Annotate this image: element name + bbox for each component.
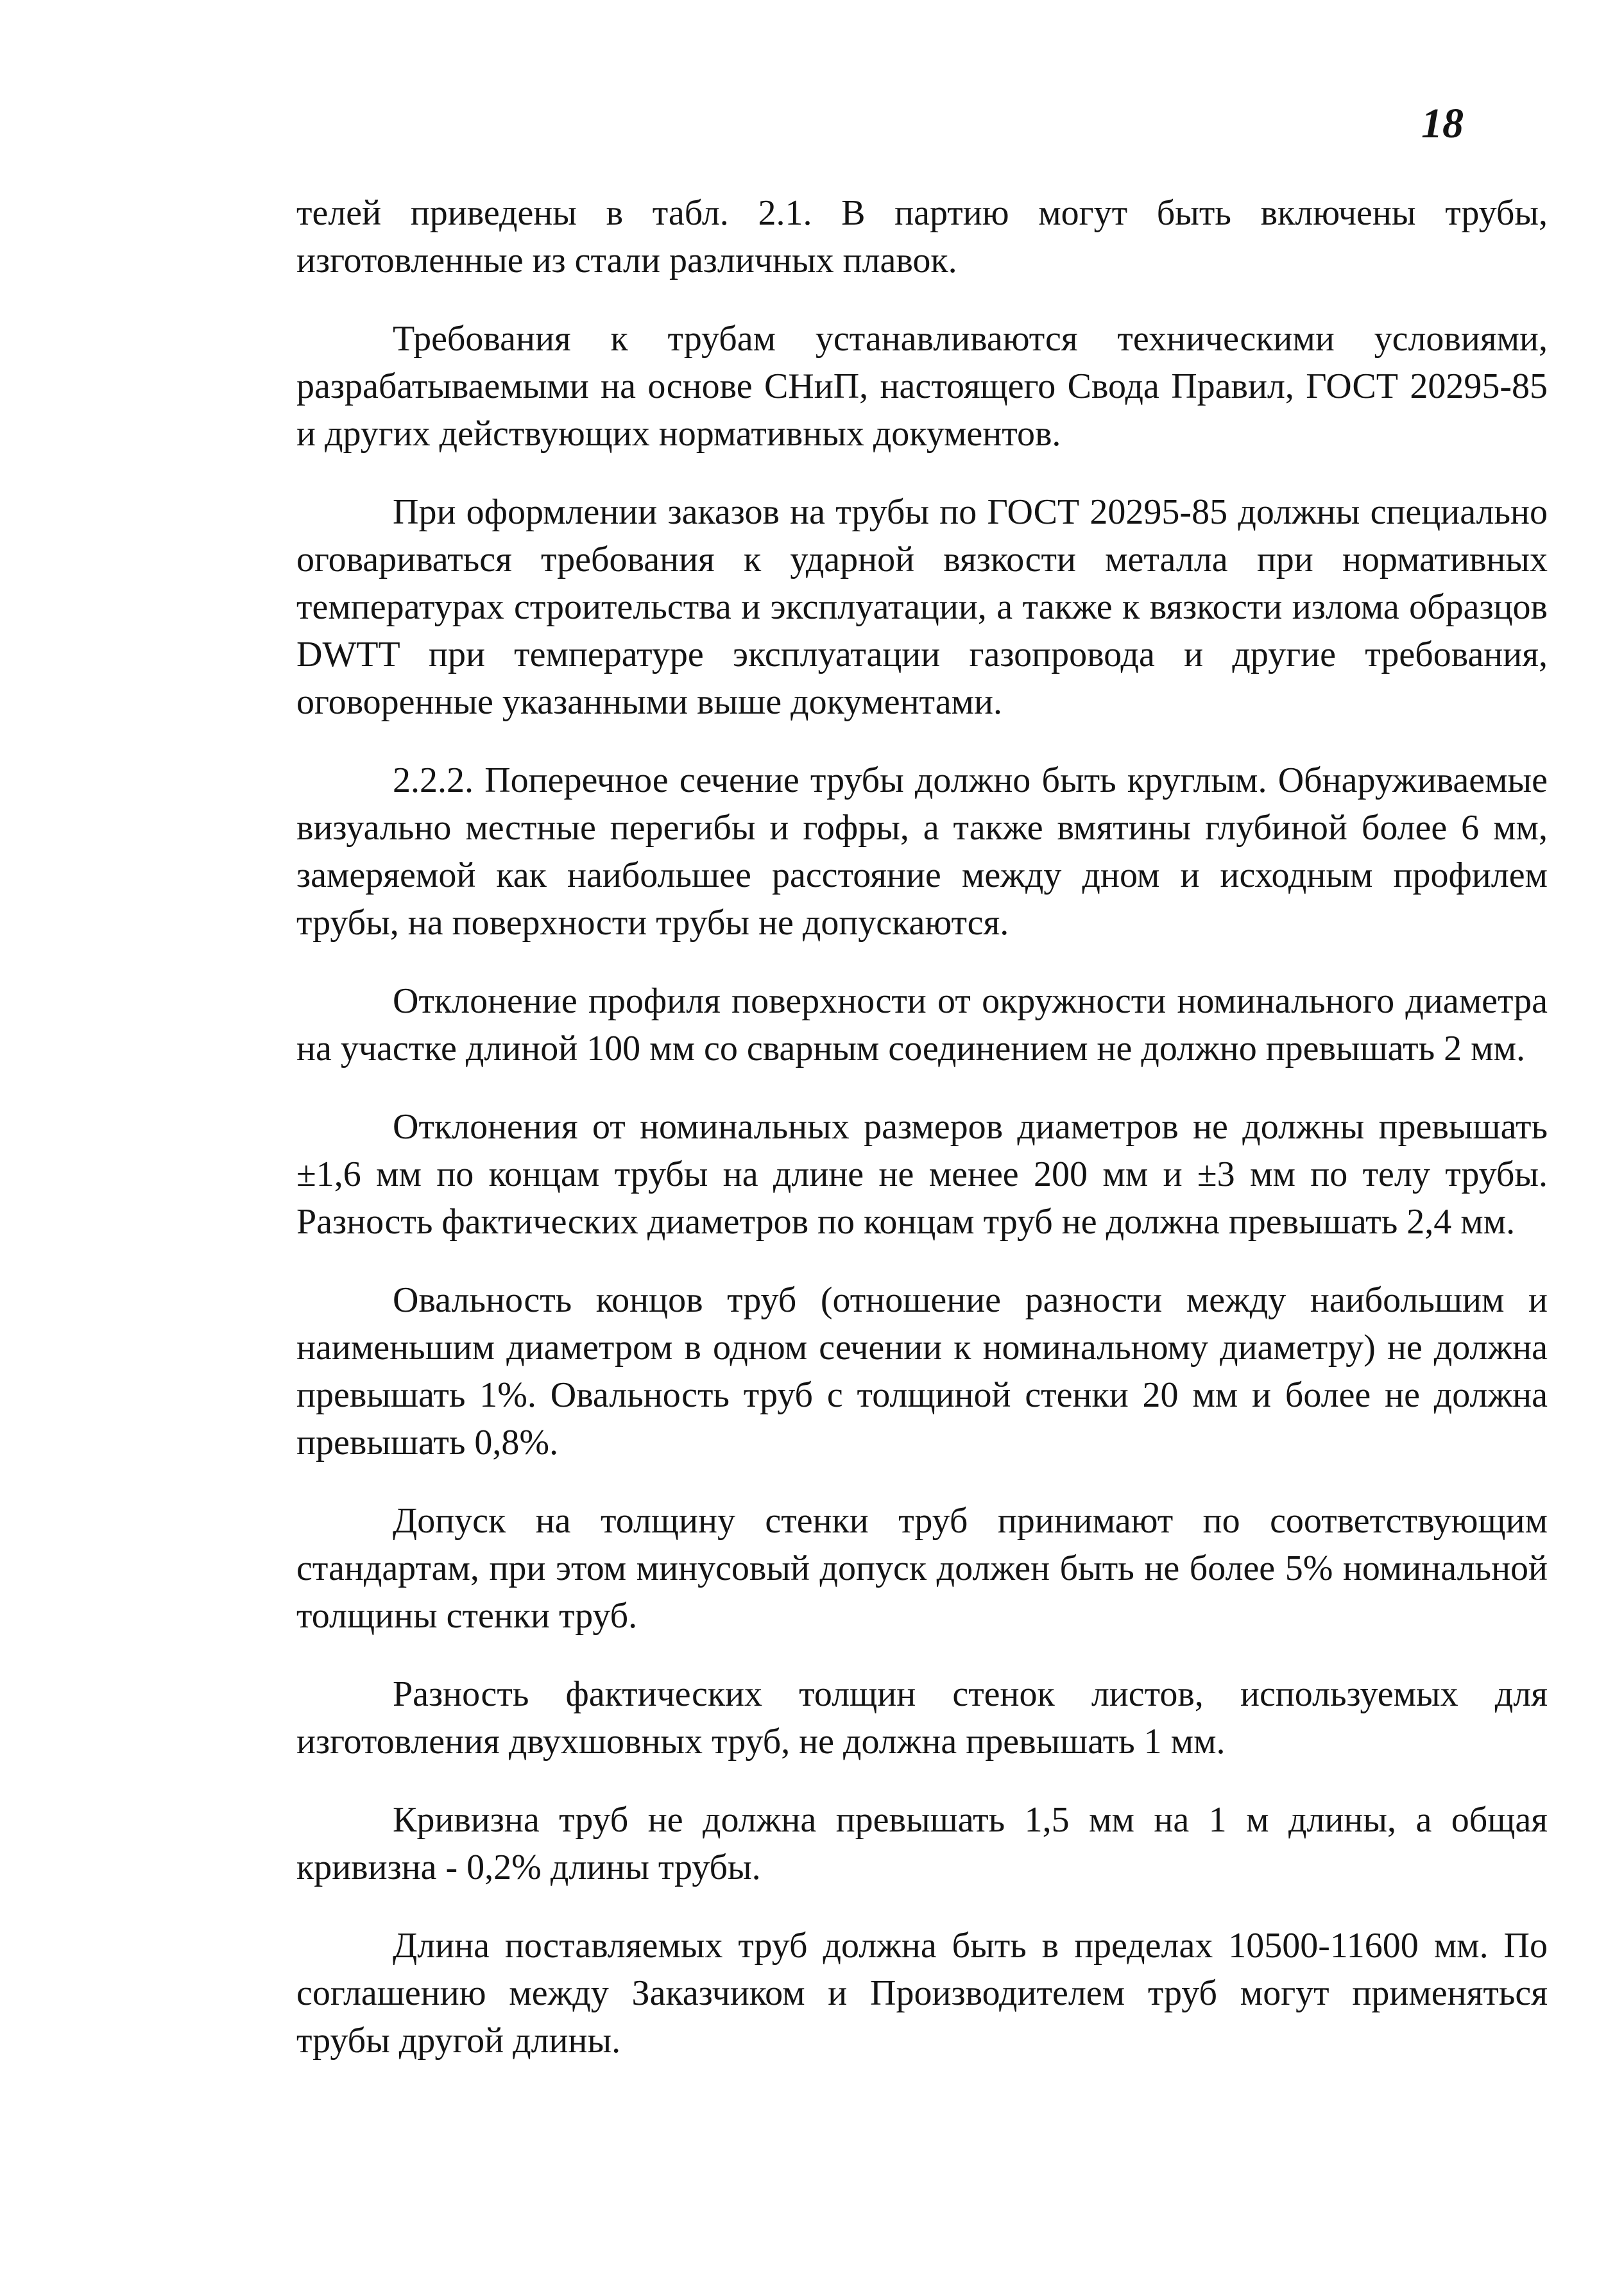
paragraph-requirements: Требования к трубам устанавливаются техническими условиями, разрабатываемыми на основе СНиП, настоящего Свода Правил, ГОСТ 20295-85 и других действующих нормативных документов. [296, 319, 1548, 454]
document-body [296, 189, 1548, 2095]
paragraph-orders: При оформлении заказов на трубы по ГОСТ 20295-85 должны специально оговариваться требования к ударной вязкости металла при нормативных температурах строительства и эксплуатации, а также к вязкости излома образцов DWTT при температуре эксплуатации газопровода и другие требования, оговоренные указанными выше документами. [296, 492, 1548, 722]
page-number: 18 [1421, 100, 1464, 147]
paragraph-curvature: Кривизна труб не должна превышать 1,5 мм на 1 м длины, а общая кривизна - 0,2% длины трубы. [296, 1800, 1548, 1887]
paragraph-continuation: телей приведены в табл. 2.1. В партию могут быть включены трубы, изготовленные из стали различных плавок. [296, 193, 1548, 280]
paragraph-profile-deviation: Отклонение профиля поверхности от окружности номинального диаметра на участке длиной 100 мм со сварным соединением не должно превышать 2 мм. [296, 981, 1548, 1068]
paragraph-section-2-2-2: 2.2.2. Поперечное сечение трубы должно быть круглым. Обнаруживаемые визуально местные перегибы и гофры, а также вмятины глубиной более 6 мм, замеряемой как наибольшее расстояние между дном и исходным профилем трубы, на поверхности трубы не допускаются. [296, 760, 1548, 943]
paragraph-length: Длина поставляемых труб должна быть в пределах 10500-11600 мм. По соглашению между Заказчиком и Производителем труб могут применяться трубы другой длины. [296, 1926, 1548, 2061]
paragraph-wall-tolerance: Допуск на толщину стенки труб принимают по соответствующим стандартам, при этом минусовый допуск должен быть не более 5% номинальной толщины стенки труб. [296, 1501, 1548, 1636]
paragraph-diameter-deviation: Отклонения от номинальных размеров диаметров не должны превышать ±1,6 мм по концам трубы на длине не менее 200 мм и ±3 мм по телу трубы. Разность фактических диаметров по концам труб не должна превышать 2,4 мм. [296, 1107, 1548, 1242]
paragraph-sheet-thickness: Разность фактических толщин стенок листов, используемых для изготовления двухшовных труб, не должна превышать 1 мм. [296, 1674, 1548, 1762]
paragraph-ovality: Овальность концов труб (отношение разности между наибольшим и наименьшим диаметром в одном сечении к номинальному диаметру) не должна превышать 1%. Овальность труб с толщиной стенки 20 мм и более не должна превышать 0,8%. [296, 1280, 1548, 1462]
